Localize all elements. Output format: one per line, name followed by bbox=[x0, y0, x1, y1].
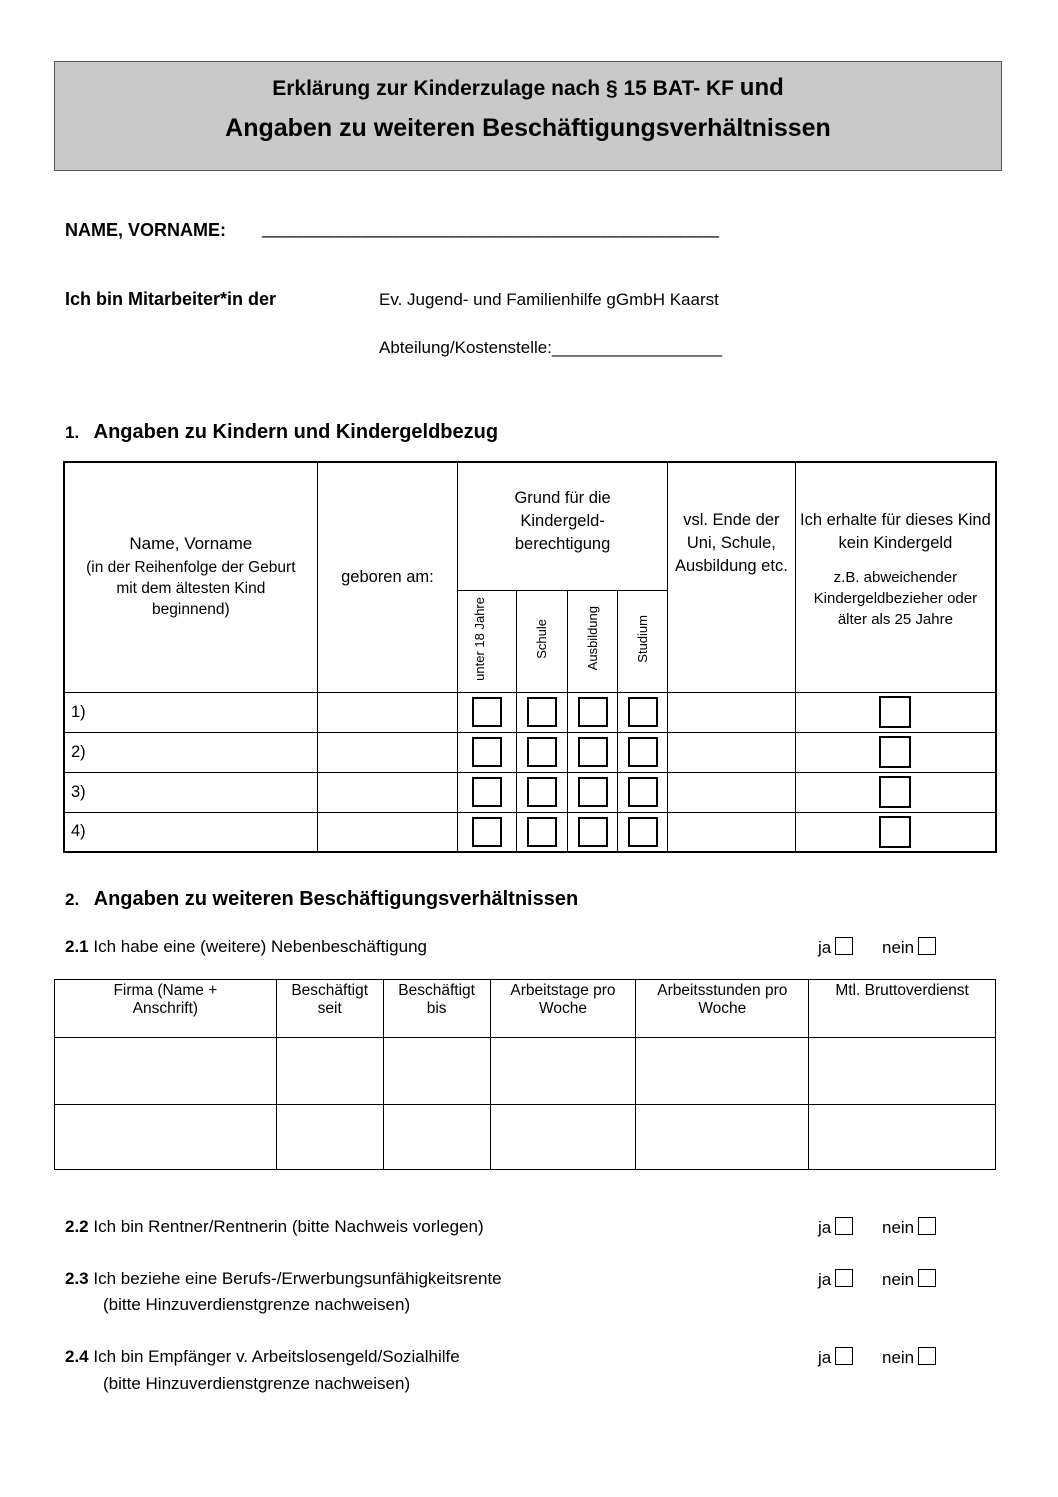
table-cell[interactable] bbox=[809, 1105, 996, 1170]
checkbox-under18[interactable] bbox=[472, 817, 502, 847]
checkbox-schule[interactable] bbox=[527, 817, 557, 847]
col-header-firma: Firma (Name + Anschrift) bbox=[55, 980, 277, 1038]
born-cell[interactable] bbox=[317, 772, 458, 812]
checkbox-no-kindergeld[interactable] bbox=[879, 696, 911, 728]
checkbox-studium[interactable] bbox=[628, 777, 658, 807]
table-cell[interactable] bbox=[55, 1038, 277, 1105]
checkbox-studium[interactable] bbox=[628, 697, 658, 727]
checkbox-under18[interactable] bbox=[472, 737, 502, 767]
col-header-tage: Arbeitstage pro Woche bbox=[490, 980, 636, 1038]
checkbox-ja-2-3[interactable] bbox=[835, 1269, 853, 1287]
checkbox-ausbildung[interactable] bbox=[578, 777, 608, 807]
row-label: 1) bbox=[64, 692, 317, 732]
end-cell[interactable] bbox=[667, 692, 795, 732]
row-label: 3) bbox=[64, 772, 317, 812]
subheader-studium: Studium bbox=[618, 590, 668, 692]
end-cell[interactable] bbox=[667, 812, 795, 852]
section1-title: 1. Angaben zu Kindern und Kindergeldbezug bbox=[65, 421, 499, 443]
checkbox-schule[interactable] bbox=[527, 697, 557, 727]
table-cell[interactable] bbox=[383, 1038, 490, 1105]
checkbox-nein-2-4[interactable] bbox=[918, 1347, 936, 1365]
col-header-born: geboren am: bbox=[317, 462, 458, 692]
header-line2: Angaben zu weiteren Beschäftigungsverhältnissen bbox=[225, 114, 831, 142]
children-table bbox=[63, 461, 997, 853]
table-row bbox=[55, 1105, 996, 1170]
employer-label: Ich bin Mitarbeiter*in der bbox=[65, 289, 277, 309]
col-header-bis: Beschäftigt bis bbox=[383, 980, 490, 1038]
checkbox-ja-2-2[interactable] bbox=[835, 1217, 853, 1235]
table-row bbox=[64, 772, 996, 812]
col-header-no-kindergeld: Ich erhalte für dieses Kind kein Kindergeld z.B. abweichender Kindergeldbezieher oder älter als 25 Jahre bbox=[795, 462, 996, 692]
ja-option-2-2: ja bbox=[818, 1217, 853, 1238]
col-header-seit: Beschäftigt seit bbox=[276, 980, 383, 1038]
department-field[interactable]: Abteilung/Kostenstelle:__________________ bbox=[379, 338, 723, 357]
nein-option-2-4: nein bbox=[882, 1347, 936, 1368]
born-cell[interactable] bbox=[317, 732, 458, 772]
nein-option-2-2: nein bbox=[882, 1217, 936, 1238]
name-label: NAME, VORNAME: bbox=[65, 220, 226, 240]
row-label: 2) bbox=[64, 732, 317, 772]
header-line1: Erklärung zur Kinderzulage nach § 15 BAT- KF und bbox=[272, 74, 784, 101]
checkbox-nein-2-2[interactable] bbox=[918, 1217, 936, 1235]
checkbox-schule[interactable] bbox=[527, 737, 557, 767]
col-header-end: vsl. Ende der Uni, Schule, Ausbildung etc. bbox=[667, 462, 795, 692]
checkbox-ja-2-4[interactable] bbox=[835, 1347, 853, 1365]
employment-table bbox=[54, 979, 996, 1170]
table-cell[interactable] bbox=[636, 1105, 809, 1170]
checkbox-nein-2-1[interactable] bbox=[918, 937, 936, 955]
form-header bbox=[54, 61, 1002, 171]
ja-option-2-1: ja bbox=[818, 937, 853, 958]
end-cell[interactable] bbox=[667, 732, 795, 772]
checkbox-no-kindergeld[interactable] bbox=[879, 816, 911, 848]
nein-option-2-3: nein bbox=[882, 1269, 936, 1290]
born-cell[interactable] bbox=[317, 812, 458, 852]
question-2-3-note: (bitte Hinzuverdienstgrenze nachweisen) bbox=[103, 1295, 411, 1314]
table-cell[interactable] bbox=[809, 1038, 996, 1105]
checkbox-no-kindergeld[interactable] bbox=[879, 776, 911, 808]
col-header-reason: Grund für die Kindergeld-berechtigung bbox=[458, 462, 668, 590]
checkbox-studium[interactable] bbox=[628, 737, 658, 767]
question-2-4-note: (bitte Hinzuverdienstgrenze nachweisen) bbox=[103, 1374, 411, 1393]
born-cell[interactable] bbox=[317, 692, 458, 732]
question-2-1: 2.1 Ich habe eine (weitere) Nebenbeschäftigung bbox=[65, 937, 427, 956]
checkbox-ausbildung[interactable] bbox=[578, 697, 608, 727]
table-row bbox=[55, 1038, 996, 1105]
col-header-stunden: Arbeitsstunden pro Woche bbox=[636, 980, 809, 1038]
table-cell[interactable] bbox=[383, 1105, 490, 1170]
question-2-4: 2.4 Ich bin Empfänger v. Arbeitslosengeld/Sozialhilfe bbox=[65, 1347, 460, 1366]
table-cell[interactable] bbox=[636, 1038, 809, 1105]
subheader-under18: unter 18 Jahre bbox=[458, 590, 517, 692]
table-cell[interactable] bbox=[490, 1038, 636, 1105]
table-cell[interactable] bbox=[490, 1105, 636, 1170]
subheader-ausbildung: Ausbildung bbox=[568, 590, 618, 692]
row-label: 4) bbox=[64, 812, 317, 852]
checkbox-ausbildung[interactable] bbox=[578, 817, 608, 847]
checkbox-no-kindergeld[interactable] bbox=[879, 736, 911, 768]
table-row bbox=[64, 732, 996, 772]
table-cell[interactable] bbox=[276, 1105, 383, 1170]
name-input-line[interactable]: ________________________________________________ bbox=[262, 218, 719, 238]
subheader-schule: Schule bbox=[517, 590, 568, 692]
table-row bbox=[64, 812, 996, 852]
checkbox-studium[interactable] bbox=[628, 817, 658, 847]
table-cell[interactable] bbox=[55, 1105, 277, 1170]
col-header-name: Name, Vorname (in der Reihenfolge der Geburt mit dem ältesten Kind beginnend) bbox=[64, 462, 317, 692]
question-2-3: 2.3 Ich beziehe eine Berufs-/Erwerbungsunfähigkeitsrente bbox=[65, 1269, 502, 1288]
checkbox-schule[interactable] bbox=[527, 777, 557, 807]
nein-option-2-1: nein bbox=[882, 937, 936, 958]
checkbox-ja-2-1[interactable] bbox=[835, 937, 853, 955]
checkbox-under18[interactable] bbox=[472, 697, 502, 727]
question-2-2: 2.2 Ich bin Rentner/Rentnerin (bitte Nachweis vorlegen) bbox=[65, 1217, 484, 1236]
table-row bbox=[64, 692, 996, 732]
ja-option-2-3: ja bbox=[818, 1269, 853, 1290]
checkbox-ausbildung[interactable] bbox=[578, 737, 608, 767]
section2-title: 2. Angaben zu weiteren Beschäftigungsverhältnissen bbox=[65, 888, 579, 910]
end-cell[interactable] bbox=[667, 772, 795, 812]
employer-org: Ev. Jugend- und Familienhilfe gGmbH Kaarst bbox=[379, 290, 719, 309]
checkbox-nein-2-3[interactable] bbox=[918, 1269, 936, 1287]
table-cell[interactable] bbox=[276, 1038, 383, 1105]
ja-option-2-4: ja bbox=[818, 1347, 853, 1368]
checkbox-under18[interactable] bbox=[472, 777, 502, 807]
col-header-brutto: Mtl. Bruttoverdienst bbox=[809, 980, 996, 1038]
